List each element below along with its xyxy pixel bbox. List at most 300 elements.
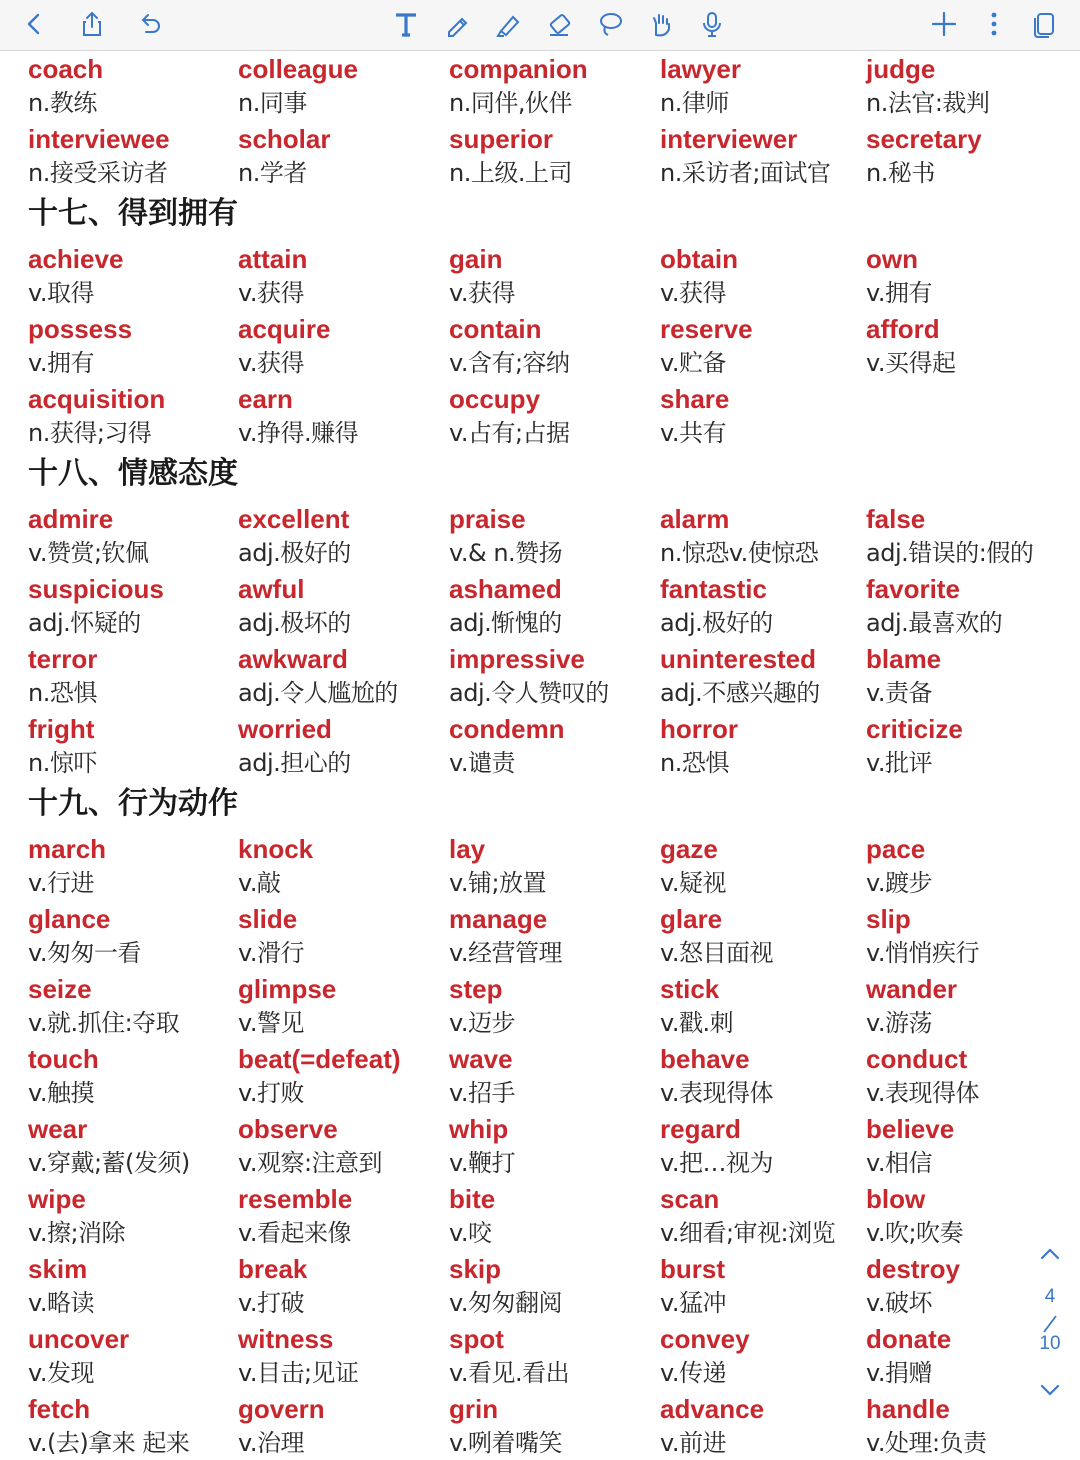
chinese-definition: adj.令人尴尬的 [238,679,398,707]
chinese-definition: v.取得 [28,279,94,307]
english-word: admire [28,504,114,534]
vocab-entry [449,830,654,900]
chinese-definition: n.律师 [660,89,729,117]
page-down-chevron-icon[interactable] [1036,1376,1064,1404]
english-word: condemn [449,714,565,744]
chinese-definition: v.戳.刺 [660,1009,734,1037]
english-word: coach [28,54,104,84]
chinese-definition: n.秘书 [866,159,935,187]
english-word: false [866,504,926,534]
chinese-definition: v.捐赠 [866,1359,932,1387]
english-word: awful [238,574,305,604]
chinese-definition: v.警见 [238,1009,304,1037]
hand-gesture-icon[interactable] [641,4,681,44]
english-word: lay [449,834,486,864]
chinese-definition: v.占有;占据 [449,419,570,447]
chinese-definition: n.学者 [238,159,307,187]
vocab-entry [660,1250,865,1320]
chinese-definition: v.挣得.赚得 [238,419,359,447]
vocab-entry [660,120,865,190]
vocab-entry [866,570,1071,640]
english-word: handle [866,1394,950,1424]
english-word: donate [866,1324,952,1354]
english-word: share [660,384,730,414]
vocab-row [0,380,1080,450]
chinese-definition: adj.惭愧的 [449,609,562,637]
english-word: pace [866,834,926,864]
vocab-entry [660,640,865,710]
english-word: spot [449,1324,504,1354]
english-word: acquisition [28,384,166,414]
english-word: excellent [238,504,350,534]
vocab-row [0,900,1080,970]
chinese-definition: v.批评 [866,749,932,777]
vocab-entry [238,1180,443,1250]
english-word: burst [660,1254,725,1284]
vocab-entry [866,50,1071,120]
chinese-definition: v.经营管理 [449,939,562,967]
vocab-entry [660,1390,865,1460]
english-word: judge [866,54,936,84]
chinese-definition: v.敲 [238,869,281,897]
english-word: fetch [28,1394,91,1424]
chinese-definition: adj.怀疑的 [28,609,141,637]
vocab-entry [238,970,443,1040]
chinese-definition: adj.担心的 [238,749,351,777]
vocab-entry [449,310,654,380]
vocab-row [0,1320,1080,1390]
english-word: colleague [238,54,358,84]
english-word: reserve [660,314,753,344]
vocab-entry [449,640,654,710]
vocab-entry [238,240,443,310]
chinese-definition: v.鞭打 [449,1149,515,1177]
english-word: slide [238,904,298,934]
microphone-icon[interactable] [692,4,732,44]
english-word: fantastic [660,574,767,604]
english-word: believe [866,1114,955,1144]
english-word: knock [238,834,314,864]
chinese-definition: v.发现 [28,1359,94,1387]
chinese-definition: v.(去)拿来 起来 [28,1429,190,1457]
undo-icon[interactable] [130,4,170,44]
vocab-row [0,1180,1080,1250]
chinese-definition: v.匆匆一看 [28,939,141,967]
vocab-entry [28,1250,233,1320]
chinese-definition: v.处理:负责 [866,1429,987,1457]
chinese-definition: v.怒目面视 [660,939,773,967]
chinese-definition: v.拥有 [866,279,932,307]
english-word: advance [660,1394,765,1424]
chinese-definition: v.看见.看出 [449,1359,570,1387]
english-word: scholar [238,124,331,154]
english-word: ashamed [449,574,562,604]
vocab-row [0,120,1080,190]
vocab-entry [866,900,1071,970]
chinese-definition: v.传递 [660,1359,726,1387]
chinese-definition: v.打破 [238,1289,304,1317]
vocab-row [0,640,1080,710]
vocab-entry [28,380,233,450]
chinese-definition: v.赞赏;钦佩 [28,539,149,567]
vocab-entry [449,120,654,190]
chinese-definition: adj.令人赞叹的 [449,679,609,707]
top-toolbar [0,0,1080,51]
vocab-entry [449,50,654,120]
chinese-definition: v.买得起 [866,349,956,377]
chinese-definition: v.观察:注意到 [238,1149,383,1177]
chinese-definition: v.行进 [28,869,94,897]
english-word: conduct [866,1044,968,1074]
page-indicator [1028,1240,1072,1410]
vocab-entry [449,1250,654,1320]
chinese-definition: n.法官:裁判 [866,89,990,117]
english-word: scan [660,1184,720,1214]
chinese-definition: v.咬 [449,1219,492,1247]
english-word: wipe [28,1184,86,1214]
english-word: skim [28,1254,88,1284]
vocab-entry [238,380,443,450]
vocab-entry [238,640,443,710]
english-word: uninterested [660,644,817,674]
english-word: slip [866,904,911,934]
english-word: gaze [660,834,718,864]
chinese-definition: n.同伴,伙伴 [449,89,572,117]
english-word: blame [866,644,942,674]
vocab-entry [28,1110,233,1180]
chinese-definition: v.治理 [238,1429,304,1457]
english-word: bite [449,1184,496,1214]
page-up-chevron-icon[interactable] [1036,1240,1064,1268]
chinese-definition: n.教练 [28,89,97,117]
vocab-entry [660,310,865,380]
vocab-entry [449,1320,654,1390]
vocab-entry [866,120,1071,190]
english-word: skip [449,1254,502,1284]
chinese-definition: v.招手 [449,1079,515,1107]
english-word: touch [28,1044,99,1074]
english-word: grin [449,1394,499,1424]
vocab-entry [449,710,654,780]
vocab-entry [238,500,443,570]
english-word: possess [28,314,133,344]
english-word: achieve [28,244,124,274]
vocab-entry [660,500,865,570]
english-word: secretary [866,124,982,154]
vocab-entry [866,1040,1071,1110]
vocab-entry [660,380,865,450]
english-word: alarm [660,504,730,534]
vocab-entry [449,1040,654,1110]
chinese-definition: adj.极好的 [660,609,773,637]
english-word: step [449,974,503,1004]
chinese-definition: v.滑行 [238,939,304,967]
english-word: afford [866,314,940,344]
chinese-definition: v.打败 [238,1079,304,1107]
vocab-entry [28,570,233,640]
english-word: contain [449,314,542,344]
vocab-entry [28,1040,233,1110]
document-page [0,50,1080,1457]
vocab-entry [449,1110,654,1180]
english-word: wander [866,974,958,1004]
add-icon[interactable] [924,4,964,44]
chinese-definition: n.同事 [238,89,307,117]
lasso-icon[interactable] [590,4,630,44]
chinese-definition: v.破坏 [866,1289,932,1317]
chinese-definition: v.目击;见证 [238,1359,359,1387]
vocab-entry [28,1180,233,1250]
english-word: awkward [238,644,348,674]
vocab-entry [238,50,443,120]
chinese-definition: n.获得;习得 [28,419,152,447]
chinese-definition: v.略读 [28,1289,94,1317]
text-tool-icon[interactable] [386,4,426,44]
chinese-definition: v.表现得体 [866,1079,979,1107]
vocab-row [0,500,1080,570]
english-word: superior [449,124,554,154]
chinese-definition: v.获得 [238,279,304,307]
english-word: horror [660,714,738,744]
vocab-entry [238,1250,443,1320]
vocab-entry [449,970,654,1040]
english-word: fright [28,714,95,744]
english-word: seize [28,974,92,1004]
english-word: glare [660,904,723,934]
chinese-definition: v.获得 [238,349,304,377]
vocab-entry [28,900,233,970]
english-word: occupy [449,384,541,414]
chinese-definition: v.吹;吹奏 [866,1219,964,1247]
vocab-entry [866,970,1071,1040]
vocab-entry [449,1180,654,1250]
chinese-definition: v.就.抓住:夺取 [28,1009,180,1037]
english-word: convey [660,1324,750,1354]
vocab-entry [238,710,443,780]
section-heading: 十七、得到拥有 [28,196,238,231]
vocab-entry [238,120,443,190]
chinese-definition: v.悄悄疾行 [866,939,979,967]
vocab-row [0,240,1080,310]
chinese-definition: v.触摸 [28,1079,94,1107]
english-word: terror [28,644,98,674]
chinese-definition: v.前进 [660,1429,726,1457]
vocab-entry [28,970,233,1040]
english-word: destroy [866,1254,960,1284]
vocab-entry [238,1040,443,1110]
current-page-number: 4 [1044,1286,1056,1307]
vocab-entry [238,310,443,380]
chinese-definition: n.上级.上司 [449,159,572,187]
vocab-entry [28,710,233,780]
english-word: interviewer [660,124,798,154]
chinese-definition: v.擦;消除 [28,1219,126,1247]
english-word: witness [238,1324,334,1354]
chinese-definition: v.疑视 [660,869,726,897]
english-word: worried [238,714,332,744]
vocab-row [0,50,1080,120]
english-word: break [238,1254,308,1284]
share-icon[interactable] [72,4,112,44]
section-heading: 十九、行为动作 [28,786,238,821]
vocab-entry [866,710,1071,780]
vocab-row [0,1110,1080,1180]
chinese-definition: v.咧着嘴笑 [449,1429,562,1457]
vocab-entry [238,1110,443,1180]
english-word: wear [28,1114,88,1144]
chinese-definition: adj.极好的 [238,539,351,567]
chinese-definition: v.表现得体 [660,1079,773,1107]
chinese-definition: v.迈步 [449,1009,515,1037]
vocab-row [0,1390,1080,1460]
chinese-definition: v.猛冲 [660,1289,726,1317]
english-word: blow [866,1184,926,1214]
chinese-definition: v.拥有 [28,349,94,377]
vocab-entry [660,970,865,1040]
more-vertical-icon[interactable] [974,4,1014,44]
vocab-entry [28,500,233,570]
chinese-definition: n.接受采访者 [28,159,168,187]
vocab-entry [238,1390,443,1460]
chinese-definition: v.共有 [660,419,726,447]
chinese-definition: v.细看;审视:浏览 [660,1219,836,1247]
vocab-entry [28,1320,233,1390]
vocab-entry [660,1110,865,1180]
vocab-entry [449,1390,654,1460]
english-word: resemble [238,1184,353,1214]
chinese-definition: v.获得 [449,279,515,307]
english-word: praise [449,504,526,534]
vocab-entry [660,1320,865,1390]
vocab-entry [660,50,865,120]
chinese-definition: adj.最喜欢的 [866,609,1003,637]
vocab-entry [866,830,1071,900]
vocab-entry [449,500,654,570]
chinese-definition: n.采访者;面试官 [660,159,831,187]
chinese-definition: v.& n.赞扬 [449,539,563,567]
vocab-row [0,710,1080,780]
vocab-entry [660,1040,865,1110]
highlighter-icon[interactable] [488,4,528,44]
chinese-definition: v.把…视为 [660,1149,773,1177]
chinese-definition: v.穿戴;蓄(发须) [28,1149,190,1177]
vocab-entry [28,240,233,310]
chinese-definition: v.游荡 [866,1009,932,1037]
vocab-entry [660,710,865,780]
english-word: observe [238,1114,338,1144]
vocab-entry [866,640,1071,710]
vocab-row [0,970,1080,1040]
chinese-definition: adj.极坏的 [238,609,351,637]
chinese-definition: v.获得 [660,279,726,307]
vocab-row [0,1250,1080,1320]
vocab-entry [28,120,233,190]
english-word: lawyer [660,54,741,84]
vocab-entry [238,570,443,640]
chinese-definition: v.相信 [866,1149,932,1177]
english-word: glimpse [238,974,337,1004]
english-word: stick [660,974,720,1004]
eraser-icon[interactable] [539,4,579,44]
english-word: earn [238,384,293,414]
english-word: march [28,834,107,864]
english-word: acquire [238,314,331,344]
english-word: regard [660,1114,741,1144]
pen-icon[interactable] [437,4,477,44]
vocab-row [0,1040,1080,1110]
chinese-definition: adj.不感兴趣的 [660,679,820,707]
vocab-row [0,310,1080,380]
vocab-entry [449,900,654,970]
english-word: own [866,244,918,274]
vocab-entry [449,240,654,310]
english-word: impressive [449,644,585,674]
chinese-definition: n.恐惧 [660,749,729,777]
vocab-entry [238,1320,443,1390]
chinese-definition: v.铺;放置 [449,869,547,897]
chinese-definition: v.踱步 [866,869,932,897]
vocab-entry [449,380,654,450]
back-chevron-icon[interactable] [14,4,54,44]
vocab-entry [28,1390,233,1460]
chinese-definition: v.含有;容纳 [449,349,570,377]
chinese-definition: v.贮备 [660,349,726,377]
vocab-entry [866,240,1071,310]
vocab-entry [238,830,443,900]
section-heading: 十八、情感态度 [28,456,238,491]
chinese-definition: v.匆匆翻阅 [449,1289,562,1317]
english-word: favorite [866,574,960,604]
english-word: interviewee [28,124,170,154]
vocab-entry [866,310,1071,380]
chinese-definition: n.恐惧 [28,679,97,707]
english-word: attain [238,244,308,274]
vocab-entry [28,640,233,710]
vocab-entry [28,310,233,380]
chinese-definition: v.谴责 [449,749,515,777]
english-word: companion [449,54,588,84]
vocab-entry [660,830,865,900]
vocab-entry [238,900,443,970]
english-word: uncover [28,1324,130,1354]
chinese-definition: adj.错误的:假的 [866,539,1034,567]
english-word: wave [449,1044,513,1074]
vocab-entry [28,50,233,120]
vocab-entry [449,570,654,640]
vocab-entry [866,1110,1071,1180]
vocab-entry [660,570,865,640]
vocab-row [0,830,1080,900]
english-word: whip [449,1114,509,1144]
vocab-entry [660,240,865,310]
english-word: criticize [866,714,963,744]
vocab-entry [28,830,233,900]
pages-icon[interactable] [1024,4,1064,44]
vocab-entry [660,1180,865,1250]
chinese-definition: n.惊恐v.使惊恐 [660,539,819,567]
chinese-definition: n.惊吓 [28,749,97,777]
chinese-definition: v.看起来像 [238,1219,351,1247]
english-word: govern [238,1394,325,1424]
english-word: gain [449,244,503,274]
vocab-entry [660,900,865,970]
english-word: suspicious [28,574,164,604]
english-word: glance [28,904,111,934]
total-pages-number: 10 [1039,1333,1061,1354]
english-word: obtain [660,244,738,274]
english-word: manage [449,904,548,934]
chinese-definition: v.责备 [866,679,932,707]
